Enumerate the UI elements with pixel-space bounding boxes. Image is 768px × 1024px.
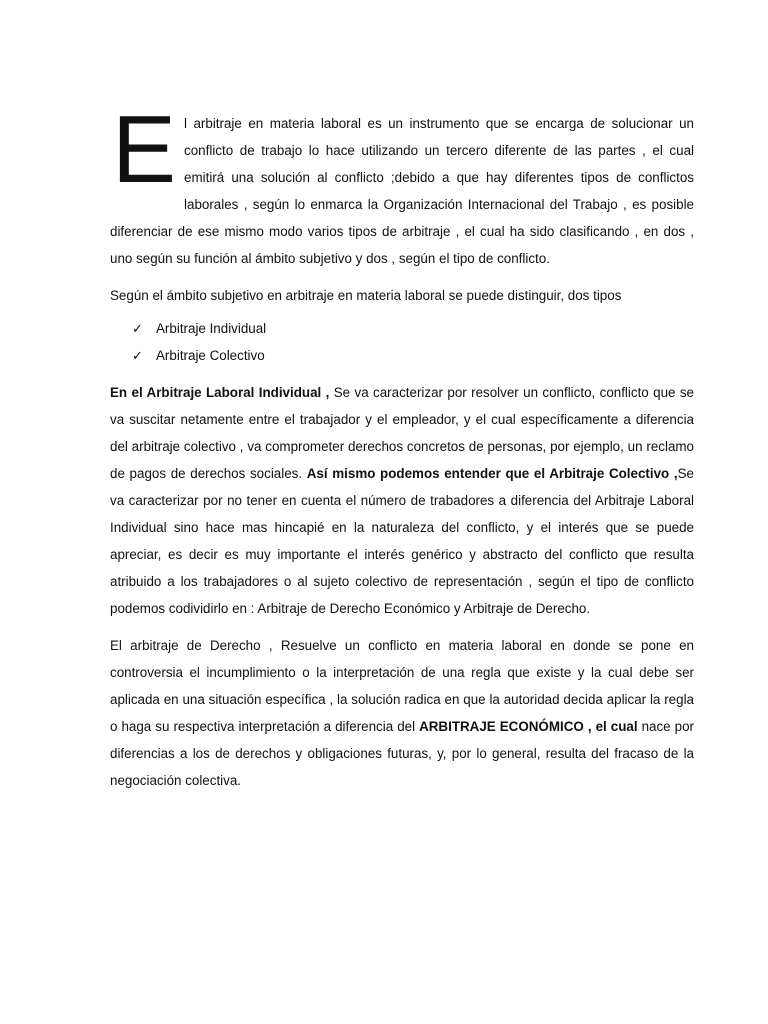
list-item xyxy=(132,342,694,369)
individual-collective-paragraph xyxy=(110,379,694,622)
document-page xyxy=(110,96,695,794)
drop-cap: E xyxy=(112,96,177,203)
bold-lead-individual: En el Arbitraje Laboral Individual , xyxy=(110,385,330,400)
paragraph-text: Se va caracterizar por resolver un conflicto, conflicto que se va suscitar netamente entre el trabajador y el empleador, y el cual específicamente a diferencia del arbitraje colectivo , va comprometer derechos concretos de personas, por ejemplo, un reclamo de pagos de derechos sociales. xyxy=(110,385,695,481)
intro-text: l arbitraje en materia laboral es un instrumento que se encarga de solucionar un conflicto de trabajo lo hace utilizando un tercero diferente de las partes , el cual emitirá una solución al conflicto ;debido a que hay diferentes tipos de conflictos laborales , según lo enmarca la Organización Internacional del Trabajo , es posible diferenciar de ese mismo modo varios tipos de arbitraje , el cual ha sido clasificando , en dos , uno según su función al ámbito subjetivo y dos , según el tipo de conflicto. xyxy=(110,116,694,266)
checkmark-icon: ✓ xyxy=(132,348,143,363)
arbitration-types-list xyxy=(132,315,694,369)
paragraph-text: Se va caracterizar por no tener en cuenta el número de trabadores a diferencia del Arbitraje Laboral Individual sino hace mas hincapié en la naturaleza del conflicto, y el interés que se puede apreciar, es decir es muy importante el interés genérico y abstracto del conflicto que resulta atribuido a los trabajadores o al sujeto colectivo de representación , según el tipo de conflicto podemos codividirlo en : Arbitraje de Derecho Económico y Arbitraje de Derecho. xyxy=(110,466,694,616)
list-item-label: Arbitraje Individual xyxy=(156,321,267,336)
bold-lead-collective: Así mismo podemos entender que el Arbitraje Colectivo , xyxy=(306,466,678,481)
paragraph-text: nace por diferencias a los de derechos y obligaciones futuras, y, por lo general, resulta del fracaso de la negociación colectiva. xyxy=(110,719,694,788)
intro-paragraph xyxy=(110,96,694,272)
list-item-label: Arbitraje Colectivo xyxy=(156,348,265,363)
checkmark-icon: ✓ xyxy=(132,321,143,336)
bold-economic-arbitration: ARBITRAJE ECONÓMICO , el cual xyxy=(419,719,638,734)
subjective-scope-paragraph: Según el ámbito subjetivo en arbitraje en materia laboral se puede distinguir, dos tipos xyxy=(110,288,622,303)
law-arbitration-paragraph xyxy=(110,632,694,794)
paragraph-text: El arbitraje de Derecho , Resuelve un conflicto en materia laboral en donde se pone en controversia el incumplimiento o la interpretación de una regla que existe y la cual debe ser aplicada en una situación específica , la solución radica en que la autoridad decida aplicar la regla o haga su respectiva interpretación a diferencia del xyxy=(110,638,694,734)
list-item xyxy=(132,315,694,342)
